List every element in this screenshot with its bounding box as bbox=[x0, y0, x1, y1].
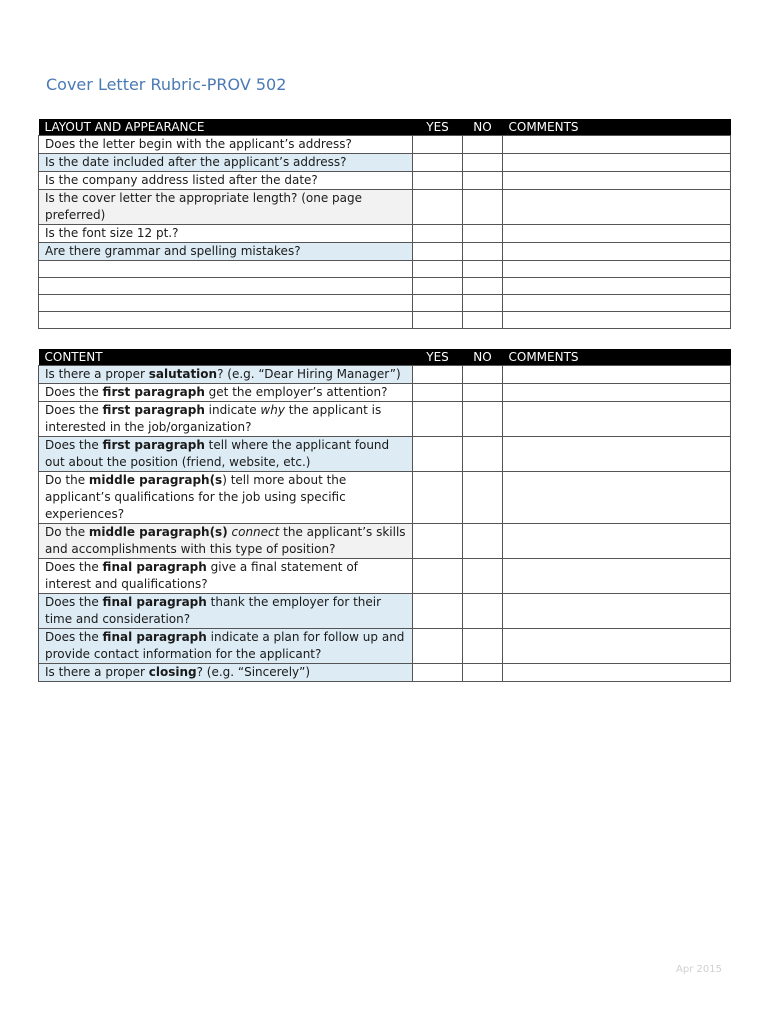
question-cell bbox=[39, 664, 413, 682]
yes-cell[interactable] bbox=[413, 594, 463, 629]
no-cell[interactable] bbox=[463, 225, 503, 243]
question-text: Do the bbox=[45, 525, 89, 539]
question-cell: Is the date included after the applicant’s address? bbox=[39, 154, 413, 172]
yes-cell[interactable] bbox=[413, 402, 463, 437]
question-text: Does the bbox=[45, 438, 103, 452]
table-row bbox=[39, 136, 731, 154]
question-text: Is there a proper bbox=[45, 665, 149, 679]
yes-cell[interactable] bbox=[413, 154, 463, 172]
question-text: indicate a plan for follow up and provide contact information for the applicant? bbox=[45, 630, 405, 661]
no-cell[interactable] bbox=[463, 472, 503, 524]
question-cell: Are there grammar and spelling mistakes? bbox=[39, 243, 413, 261]
bold-text: first paragraph bbox=[102, 438, 205, 452]
question-text: give a final statement of interest and qualifications? bbox=[45, 560, 358, 591]
no-cell[interactable] bbox=[463, 594, 503, 629]
question-cell: Is the cover letter the appropriate length? (one page preferred) bbox=[39, 190, 413, 225]
bold-text: final paragraph bbox=[102, 630, 207, 644]
table-row bbox=[39, 384, 731, 402]
yes-cell[interactable] bbox=[413, 664, 463, 682]
question-text: Is there a proper bbox=[45, 367, 149, 381]
question-text: Does the bbox=[45, 630, 103, 644]
yes-cell[interactable] bbox=[413, 172, 463, 190]
no-cell[interactable] bbox=[463, 190, 503, 225]
question-text: the applicant is interested in the job/organization? bbox=[45, 403, 382, 434]
comments-cell[interactable] bbox=[503, 437, 731, 472]
no-cell[interactable] bbox=[463, 136, 503, 154]
question-text: Does the bbox=[45, 385, 103, 399]
question-cell bbox=[39, 472, 413, 524]
yes-cell[interactable] bbox=[413, 366, 463, 384]
yes-cell[interactable] bbox=[413, 472, 463, 524]
no-cell[interactable] bbox=[463, 295, 503, 312]
table-row bbox=[39, 261, 731, 278]
comments-cell[interactable] bbox=[503, 524, 731, 559]
yes-cell[interactable] bbox=[413, 524, 463, 559]
question-text: ? (e.g. “Dear Hiring Manager”) bbox=[217, 367, 401, 381]
question-cell bbox=[39, 384, 413, 402]
italic-text: connect bbox=[231, 525, 280, 539]
table-row bbox=[39, 312, 731, 329]
no-cell[interactable] bbox=[463, 437, 503, 472]
question-text: ) tell more about the applicant’s qualifications for the job using specific experiences? bbox=[45, 473, 347, 521]
table-row bbox=[39, 225, 731, 243]
comments-cell[interactable] bbox=[503, 472, 731, 524]
table-header-row bbox=[39, 349, 731, 366]
no-cell[interactable] bbox=[463, 172, 503, 190]
question-cell bbox=[39, 629, 413, 664]
footer-date: Apr 2015 bbox=[676, 964, 722, 975]
comments-cell[interactable] bbox=[503, 261, 731, 278]
table-row bbox=[39, 594, 731, 629]
no-cell[interactable] bbox=[463, 524, 503, 559]
page-title: Cover Letter Rubric-PROV 502 bbox=[46, 75, 287, 94]
question-text: get the employer’s attention? bbox=[204, 385, 388, 399]
bold-text: final paragraph bbox=[102, 560, 207, 574]
question-cell bbox=[39, 278, 413, 295]
question-cell bbox=[39, 524, 413, 559]
table-header-row bbox=[39, 119, 731, 136]
yes-cell[interactable] bbox=[413, 190, 463, 225]
question-text: Does the bbox=[45, 560, 103, 574]
no-cell[interactable] bbox=[463, 366, 503, 384]
yes-cell[interactable] bbox=[413, 225, 463, 243]
comments-header: COMMENTS bbox=[503, 119, 731, 136]
bold-text: first paragraph bbox=[102, 385, 205, 399]
question-text: tell where the applicant found out about the position (friend, website, etc.) bbox=[45, 438, 390, 469]
comments-cell[interactable] bbox=[503, 664, 731, 682]
yes-cell[interactable] bbox=[413, 437, 463, 472]
comments-cell[interactable] bbox=[503, 172, 731, 190]
bold-text: first paragraph bbox=[102, 403, 205, 417]
table-row bbox=[39, 366, 731, 384]
bold-text: closing bbox=[148, 665, 197, 679]
question-cell bbox=[39, 402, 413, 437]
no-header: NO bbox=[463, 349, 503, 366]
comments-cell[interactable] bbox=[503, 312, 731, 329]
table-row bbox=[39, 472, 731, 524]
comments-cell[interactable] bbox=[503, 384, 731, 402]
table-row bbox=[39, 190, 731, 225]
question-text: ? (e.g. “Sincerely”) bbox=[196, 665, 311, 679]
question-cell bbox=[39, 437, 413, 472]
table-row bbox=[39, 243, 731, 261]
no-header: NO bbox=[463, 119, 503, 136]
no-cell[interactable] bbox=[463, 312, 503, 329]
comments-cell[interactable] bbox=[503, 278, 731, 295]
table-row bbox=[39, 278, 731, 295]
italic-text: why bbox=[260, 403, 285, 417]
no-cell[interactable] bbox=[463, 243, 503, 261]
section-header: CONTENT bbox=[39, 349, 413, 366]
table-row bbox=[39, 559, 731, 594]
comments-cell[interactable] bbox=[503, 594, 731, 629]
question-text: thank the employer for their time and consideration? bbox=[45, 595, 382, 626]
question-cell: Is the company address listed after the date? bbox=[39, 172, 413, 190]
comments-cell[interactable] bbox=[503, 225, 731, 243]
comments-cell[interactable] bbox=[503, 402, 731, 437]
question-cell: Does the letter begin with the applicant’s address? bbox=[39, 136, 413, 154]
question-cell bbox=[39, 559, 413, 594]
yes-cell[interactable] bbox=[413, 559, 463, 594]
bold-text: final paragraph bbox=[102, 595, 207, 609]
no-cell[interactable] bbox=[463, 261, 503, 278]
no-cell[interactable] bbox=[463, 384, 503, 402]
table-row bbox=[39, 402, 731, 437]
table-row bbox=[39, 295, 731, 312]
question-text: Does the bbox=[45, 403, 103, 417]
no-cell[interactable] bbox=[463, 629, 503, 664]
yes-cell[interactable] bbox=[413, 261, 463, 278]
question-cell bbox=[39, 312, 413, 329]
table-row bbox=[39, 154, 731, 172]
comments-cell[interactable] bbox=[503, 154, 731, 172]
no-cell[interactable] bbox=[463, 154, 503, 172]
question-text: Do the bbox=[45, 473, 89, 487]
layout-appearance-table bbox=[38, 119, 731, 329]
bold-text: middle paragraph(s bbox=[88, 473, 223, 487]
no-cell[interactable] bbox=[463, 559, 503, 594]
comments-cell[interactable] bbox=[503, 629, 731, 664]
yes-cell[interactable] bbox=[413, 384, 463, 402]
question-cell bbox=[39, 594, 413, 629]
table-row bbox=[39, 172, 731, 190]
comments-cell[interactable] bbox=[503, 559, 731, 594]
yes-cell[interactable] bbox=[413, 278, 463, 295]
comments-cell[interactable] bbox=[503, 190, 731, 225]
yes-cell[interactable] bbox=[413, 243, 463, 261]
yes-cell[interactable] bbox=[413, 295, 463, 312]
question-cell bbox=[39, 295, 413, 312]
yes-cell[interactable] bbox=[413, 136, 463, 154]
comments-cell[interactable] bbox=[503, 295, 731, 312]
comments-cell[interactable] bbox=[503, 366, 731, 384]
question-cell bbox=[39, 366, 413, 384]
table-row bbox=[39, 664, 731, 682]
yes-header: YES bbox=[413, 119, 463, 136]
comments-header: COMMENTS bbox=[503, 349, 731, 366]
question-text: the applicant’s skills and accomplishments with this type of position? bbox=[45, 525, 406, 556]
comments-cell[interactable] bbox=[503, 243, 731, 261]
table-row bbox=[39, 437, 731, 472]
bold-text: salutation bbox=[148, 367, 218, 381]
no-cell[interactable] bbox=[463, 278, 503, 295]
bold-text: middle paragraph(s) bbox=[88, 525, 228, 539]
question-cell bbox=[39, 261, 413, 278]
section-header: LAYOUT AND APPEARANCE bbox=[39, 119, 413, 136]
question-text: indicate bbox=[204, 403, 261, 417]
no-cell[interactable] bbox=[463, 664, 503, 682]
question-text: Does the bbox=[45, 595, 103, 609]
yes-cell[interactable] bbox=[413, 629, 463, 664]
yes-cell[interactable] bbox=[413, 312, 463, 329]
no-cell[interactable] bbox=[463, 402, 503, 437]
yes-header: YES bbox=[413, 349, 463, 366]
comments-cell[interactable] bbox=[503, 136, 731, 154]
content-table bbox=[38, 349, 731, 682]
table-row bbox=[39, 629, 731, 664]
question-cell: Is the font size 12 pt.? bbox=[39, 225, 413, 243]
table-row bbox=[39, 524, 731, 559]
